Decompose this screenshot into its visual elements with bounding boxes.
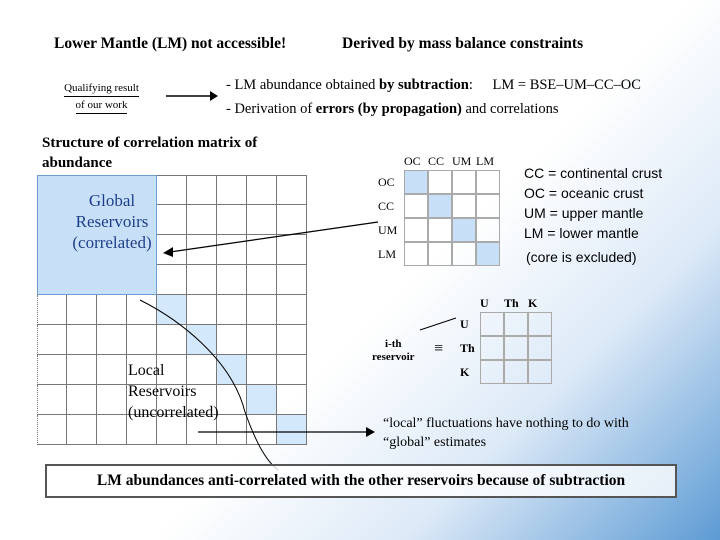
local-line2: Reservoirs — [128, 383, 197, 400]
caption-box — [45, 464, 677, 498]
legend-um: UM = upper mantle — [524, 205, 644, 221]
matrix4-row-label: LM — [378, 247, 396, 261]
curve-local — [140, 300, 245, 412]
bullet1-suffix: : — [468, 77, 473, 93]
local-line1: Local — [128, 362, 165, 379]
bullet2-prefix: - Derivation of — [226, 101, 316, 117]
caption: LM abundances anti-correlated with the other reservoirs because of subtraction — [96, 472, 626, 489]
matrix4-col-cc: CC — [428, 153, 445, 168]
connector-line — [420, 318, 456, 330]
matrix3-row-label: U — [460, 317, 469, 331]
matrix3-row-label: Th — [460, 341, 475, 355]
structure-title-line2: abundance — [42, 155, 113, 171]
matrix3-col-th: Th — [504, 295, 519, 310]
header-left: Lower Mantle (LM) not accessible! — [54, 35, 287, 52]
global-line3: (correlated) — [72, 233, 152, 252]
bullet2-bold: errors (by propagation) — [315, 101, 462, 117]
bullet1-equation: LM = BSE–UM–CC–OC — [492, 77, 641, 93]
matrix4-col-oc: OC — [404, 153, 421, 168]
qualifying-line1: Qualifying result — [64, 80, 139, 97]
legend-cc: CC = continental crust — [524, 165, 663, 181]
ith-line2: reservoir — [372, 351, 415, 363]
matrix3-col-k: K — [528, 295, 538, 310]
global-line2: Reservoirs — [75, 212, 149, 231]
matrix3-col-u: U — [480, 295, 489, 310]
arrow-head-global-icon — [163, 247, 173, 257]
legend-lm: LM = lower mantle — [524, 225, 639, 241]
header-right: Derived by mass balance constraints — [342, 35, 584, 52]
bullet1-prefix: - LM abundance obtained — [226, 77, 380, 93]
global-line1: Global — [88, 191, 136, 210]
arrow-head-note-icon — [366, 427, 375, 437]
matrix4-row-label: UM — [378, 223, 398, 237]
local-note-line2: “global” estimates — [383, 435, 487, 450]
legend-core-note: (core is excluded) — [526, 249, 637, 265]
matrix4-col-lm: LM — [476, 153, 494, 168]
bullet1-bold: by subtraction — [379, 77, 469, 93]
qualifying-line2: of our work — [76, 97, 128, 114]
equivalent-symbol: ≡ — [434, 340, 444, 357]
matrix4-row-label: OC — [378, 175, 395, 189]
local-line3: (uncorrelated) — [128, 404, 219, 421]
matrix3-row-label: K — [460, 365, 470, 379]
structure-title-line1: Structure of correlation matrix of — [42, 135, 258, 151]
bullet2-suffix: and correlations — [461, 101, 559, 117]
ith-line1: i-th — [385, 338, 402, 350]
legend-oc: OC = oceanic crust — [524, 185, 644, 201]
matrix4-row-label: CC — [378, 199, 395, 213]
local-note-line1: “local” fluctuations have nothing to do with — [383, 416, 629, 431]
arrow-to-global — [170, 222, 378, 252]
curve-local-down — [245, 412, 278, 470]
matrix4-col-um: UM — [452, 153, 472, 168]
